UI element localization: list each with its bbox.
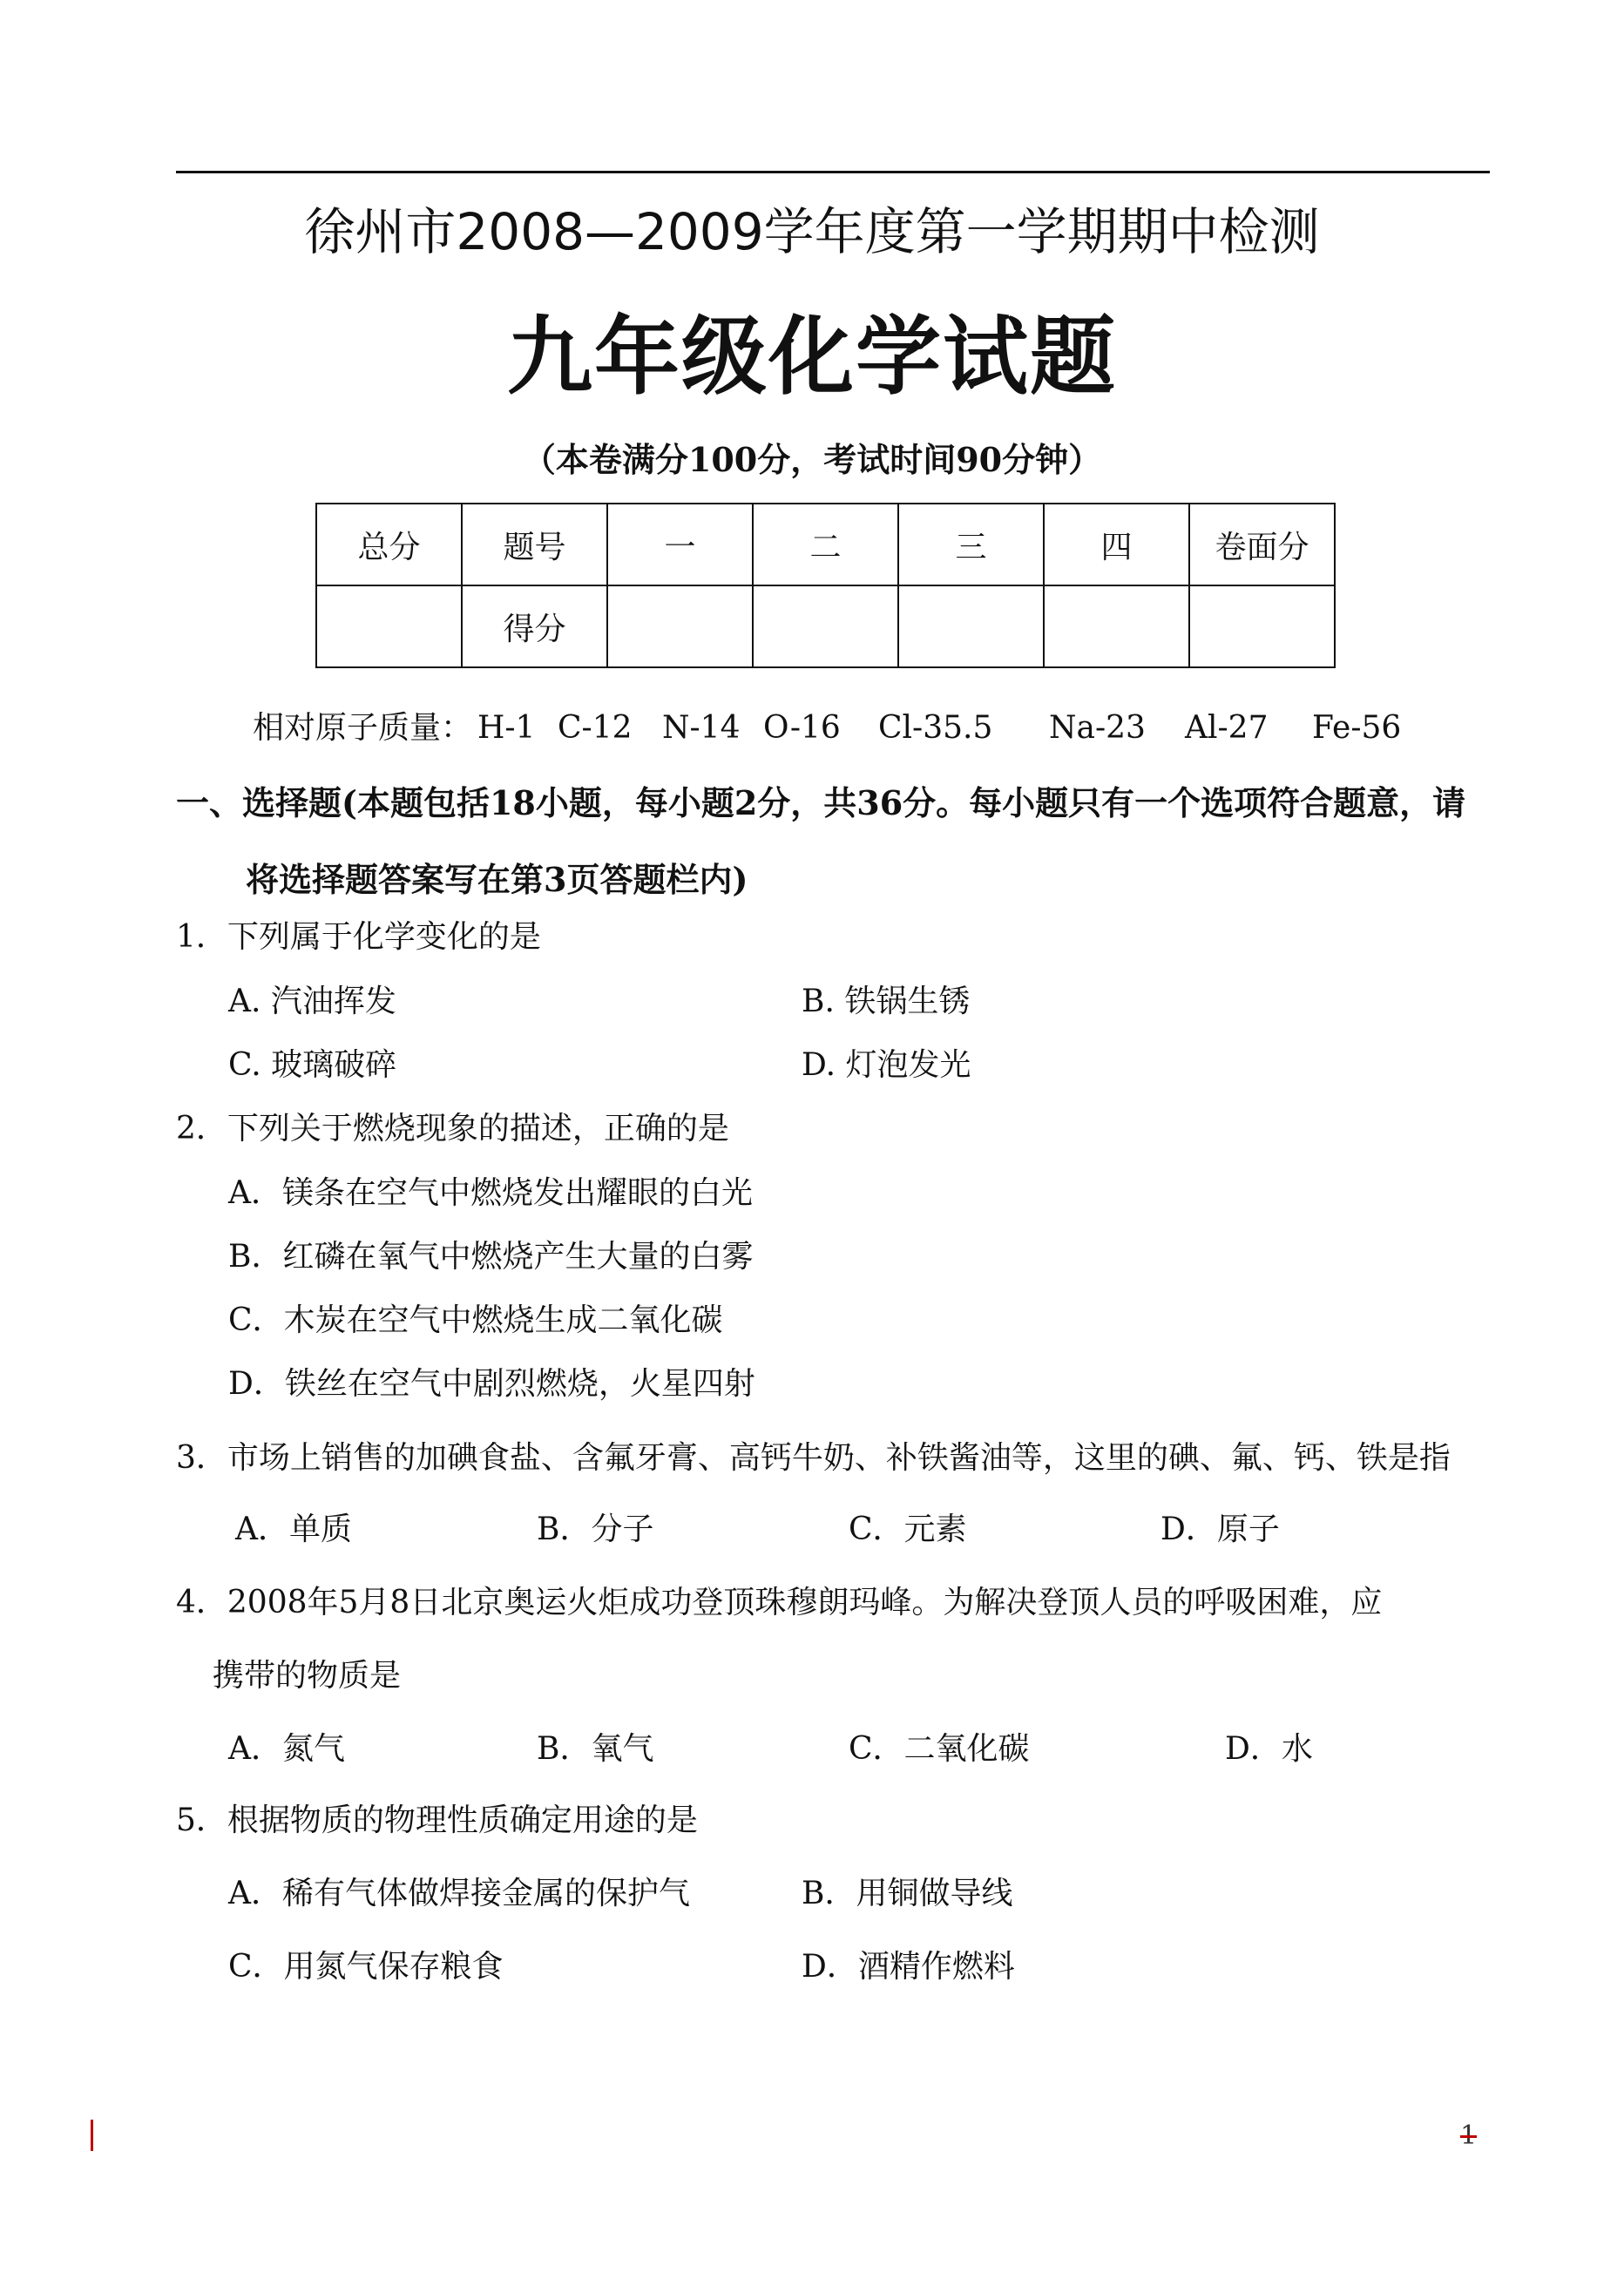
question-option: D．酒精作燃料	[802, 1949, 1015, 1985]
score-cell-3[interactable]	[898, 585, 1044, 667]
table-cell: 总分	[316, 504, 462, 585]
score-cell-total[interactable]	[316, 585, 462, 667]
question-option: B．用铜做导线	[802, 1876, 1013, 1911]
question-option: C．用氮气保存粮食	[228, 1949, 504, 1985]
question-option: A．镁条在空气中燃烧发出耀眼的白光	[228, 1175, 753, 1211]
atomic-mass-label: 相对原子质量：	[253, 710, 473, 746]
table-row	[316, 585, 1335, 667]
question-option: A．单质	[235, 1512, 352, 1547]
atomic-mass-item: C-12	[558, 710, 633, 746]
score-cell-4[interactable]	[1044, 585, 1189, 667]
question-option: A. 汽油挥发	[228, 984, 396, 1019]
exam-note: （本卷满分100分，考试时间90分钟）	[522, 440, 1102, 479]
table-cell: 四	[1044, 504, 1189, 585]
question-stem: 1．下列属于化学变化的是	[176, 919, 541, 955]
question-option: C．元素	[849, 1512, 967, 1547]
question-option: D．水	[1225, 1731, 1313, 1767]
atomic-mass-item: Na-23	[1049, 710, 1146, 746]
table-cell: 三	[898, 504, 1044, 585]
atomic-mass-item: H-1	[477, 710, 536, 746]
revision-marker	[91, 2120, 93, 2151]
question-option: D．原子	[1160, 1512, 1280, 1547]
table-cell: 卷面分	[1189, 504, 1335, 585]
question-option: B．氧气	[537, 1731, 654, 1767]
question-option: B．红磷在氧气中燃烧产生大量的白雾	[228, 1239, 754, 1275]
question-option: B. 铁锅生锈	[802, 984, 971, 1019]
atomic-mass-item: O-16	[763, 710, 841, 746]
question-option: C．二氧化碳	[849, 1731, 1030, 1767]
question-stem: 5．根据物质的物理性质确定用途的是	[176, 1803, 698, 1838]
atomic-mass-item: N-14	[662, 710, 741, 746]
exam-title: 九年级化学试题	[506, 308, 1117, 407]
question-option: C．木炭在空气中燃烧生成二氧化碳	[228, 1302, 723, 1338]
score-cell-2[interactable]	[753, 585, 898, 667]
question-option: D. 灯泡发光	[802, 1047, 971, 1083]
question-stem: 4．2008年5月8日北京奥运火炬成功登顶珠穆朗玛峰。为解决登顶人员的呼吸困难，应	[176, 1585, 1383, 1620]
atomic-mass-item: Al-27	[1185, 710, 1269, 746]
question-stem-cont: 携带的物质是	[213, 1658, 402, 1694]
page-number: 1	[1460, 2121, 1478, 2151]
question-option: C. 玻璃破碎	[228, 1047, 397, 1083]
table-row	[316, 504, 1335, 585]
question-option: A．氮气	[228, 1731, 345, 1767]
question-stem: 2．下列关于燃烧现象的描述，正确的是	[176, 1111, 729, 1146]
exam-subtitle: 徐州市2008—2009学年度第一学期期中检测	[304, 202, 1320, 261]
table-cell: 二	[753, 504, 898, 585]
table-cell: 题号	[462, 504, 607, 585]
question-option: D．铁丝在空气中剧烈燃烧，火星四射	[228, 1366, 755, 1402]
section-heading-cont: 将选择题答案写在第3页答题栏内)	[246, 860, 748, 899]
section-heading: 一、选择题(本题包括18小题，每小题2分，共36分。每小题只有一个选项符合题意，请	[176, 783, 1466, 822]
table-cell: 得分	[462, 585, 607, 667]
score-cell-1[interactable]	[607, 585, 753, 667]
question-option: B．分子	[537, 1512, 654, 1547]
atomic-mass-item: Fe-56	[1312, 710, 1402, 746]
score-cell-presentation[interactable]	[1189, 585, 1335, 667]
top-rule	[176, 171, 1490, 173]
question-stem: 3．市场上销售的加碘食盐、含氟牙膏、高钙牛奶、补铁酱油等，这里的碘、氟、钙、铁是指	[176, 1440, 1451, 1476]
table-cell: 一	[607, 504, 753, 585]
score-table	[315, 503, 1336, 668]
atomic-mass-item: Cl-35.5	[878, 710, 993, 746]
question-option: A．稀有气体做焊接金属的保护气	[228, 1876, 690, 1911]
